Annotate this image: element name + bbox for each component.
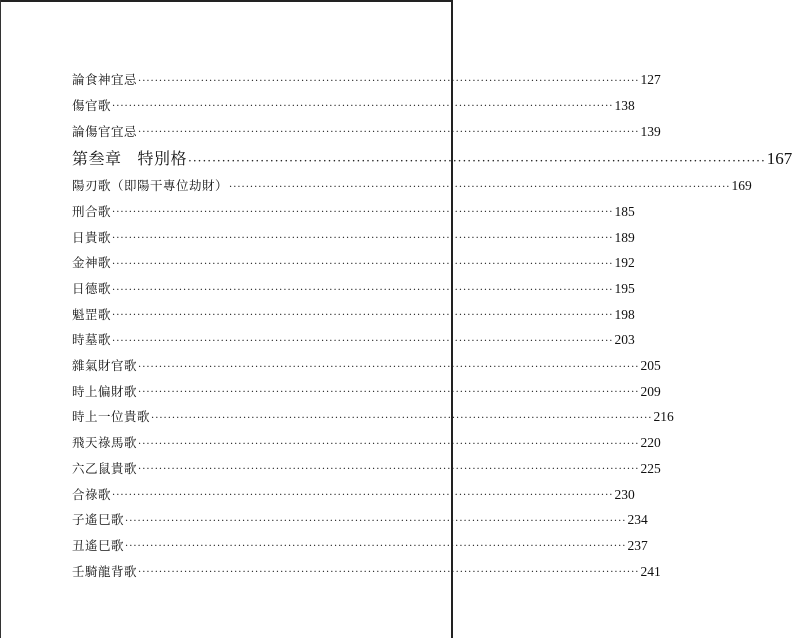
dot-leader: ························································································································ xyxy=(125,541,627,553)
chapter-page: 167 xyxy=(766,149,792,169)
dot-leader: ························································································································ xyxy=(112,310,614,322)
toc-entry-page: 234 xyxy=(627,512,648,528)
table-of-contents xyxy=(72,61,792,579)
chapter-heading-text xyxy=(72,151,187,167)
dot-leader: ························································································································ xyxy=(112,490,614,501)
page-border-top xyxy=(0,0,453,2)
chapter-heading xyxy=(72,138,792,169)
toc-entry xyxy=(72,296,635,322)
toc-entry-page: 237 xyxy=(627,537,648,553)
toc-entry xyxy=(72,167,752,194)
toc-entry xyxy=(72,424,661,451)
toc-entry-page: 139 xyxy=(640,123,661,139)
dot-leader: ························································································································ xyxy=(151,412,653,424)
toc-entry-page: 192 xyxy=(614,255,635,271)
toc-entry-title: 時上一位貴歌 xyxy=(72,409,151,425)
dot-leader: ························································································································ xyxy=(112,284,614,296)
toc-entry-title: 六乙鼠貴歌 xyxy=(72,460,138,476)
toc-entry-page: 230 xyxy=(614,486,635,502)
toc-entry-page: 220 xyxy=(640,435,661,451)
dot-leader: ························································································································ xyxy=(112,233,614,245)
toc-entry-title: 陽刃歌（即陽干專位劫財） xyxy=(72,178,229,194)
dot-leader: ························································································································ xyxy=(112,335,614,347)
toc-entry xyxy=(72,527,648,553)
toc-entry-page: 209 xyxy=(640,383,661,399)
toc-entry xyxy=(72,270,635,296)
dot-leader: ························································································································ xyxy=(138,567,640,579)
toc-entry xyxy=(72,87,635,113)
toc-entry xyxy=(72,501,648,528)
toc-entry-title: 日德歌 xyxy=(72,281,112,296)
toc-entry-title: 飛天祿馬歌 xyxy=(72,435,138,451)
dot-leader: ························································································································ xyxy=(138,361,640,373)
toc-entry-title: 刑合歌 xyxy=(72,203,112,219)
toc-entry-title: 傷官歌 xyxy=(72,97,112,113)
dot-leader: ························································································································ xyxy=(112,258,614,270)
toc-entry-title: 日貴歌 xyxy=(72,229,112,245)
toc-entry-page: 195 xyxy=(614,281,635,296)
toc-entry-title: 魁罡歌 xyxy=(72,306,112,322)
toc-entry-title: 子遙巳歌 xyxy=(72,512,125,528)
toc-entry xyxy=(72,112,661,139)
toc-entry-title: 合祿歌 xyxy=(72,486,112,502)
chapter-label: 第叁章 xyxy=(72,149,122,169)
toc-entry-title: 論傷官宜忌 xyxy=(72,123,138,139)
dot-leader: ························································································································ xyxy=(138,438,640,450)
toc-entry-title: 丑遙巳歌 xyxy=(72,537,125,553)
toc-entry-title: 時上偏財歌 xyxy=(72,383,138,399)
toc-entry-title: 時墓歌 xyxy=(72,332,112,348)
toc-entry-page: 205 xyxy=(640,358,661,374)
toc-entry xyxy=(72,218,635,245)
toc-entry-title: 論食神宜忌 xyxy=(72,72,138,88)
toc-entry-page: 169 xyxy=(731,178,752,194)
toc-entry-page: 185 xyxy=(614,203,635,219)
dot-leader: ························································································································ xyxy=(125,515,627,527)
dot-leader: ························································································································ xyxy=(138,75,640,87)
toc-entry xyxy=(72,244,635,271)
toc-entry xyxy=(72,347,661,374)
toc-entry xyxy=(72,61,661,88)
toc-entry-page: 127 xyxy=(640,72,661,88)
toc-entry-page: 198 xyxy=(614,306,635,322)
dot-leader: ························································································································ xyxy=(229,181,731,193)
toc-entry-page: 189 xyxy=(614,229,635,245)
dot-leader: ························································································································ xyxy=(112,207,614,219)
toc-entry-page: 203 xyxy=(614,332,635,348)
dot-leader: ························································································································ xyxy=(138,387,640,399)
toc-entry-page: 241 xyxy=(640,563,661,579)
dot-leader: ························································································································ xyxy=(188,154,766,169)
chapter-title: 特別格 xyxy=(137,149,188,169)
toc-entry xyxy=(72,450,661,476)
toc-entry xyxy=(72,475,635,502)
toc-entry xyxy=(72,398,674,425)
page-border-left xyxy=(0,0,1,638)
dot-leader: ························································································································ xyxy=(138,127,640,139)
toc-entry xyxy=(72,193,635,219)
toc-entry xyxy=(72,552,661,579)
toc-entry-title: 壬騎龍背歌 xyxy=(72,563,138,579)
toc-entry-title: 金神歌 xyxy=(72,255,112,271)
dot-leader: ························································································································ xyxy=(112,101,614,113)
dot-leader: ························································································································ xyxy=(138,464,640,476)
toc-entry-title: 雜氣財官歌 xyxy=(72,358,138,374)
toc-entry xyxy=(72,373,661,399)
toc-entry-page: 225 xyxy=(640,460,661,476)
toc-entry xyxy=(72,321,635,348)
toc-entry-page: 138 xyxy=(614,97,635,113)
toc-entry-page: 216 xyxy=(653,409,674,425)
